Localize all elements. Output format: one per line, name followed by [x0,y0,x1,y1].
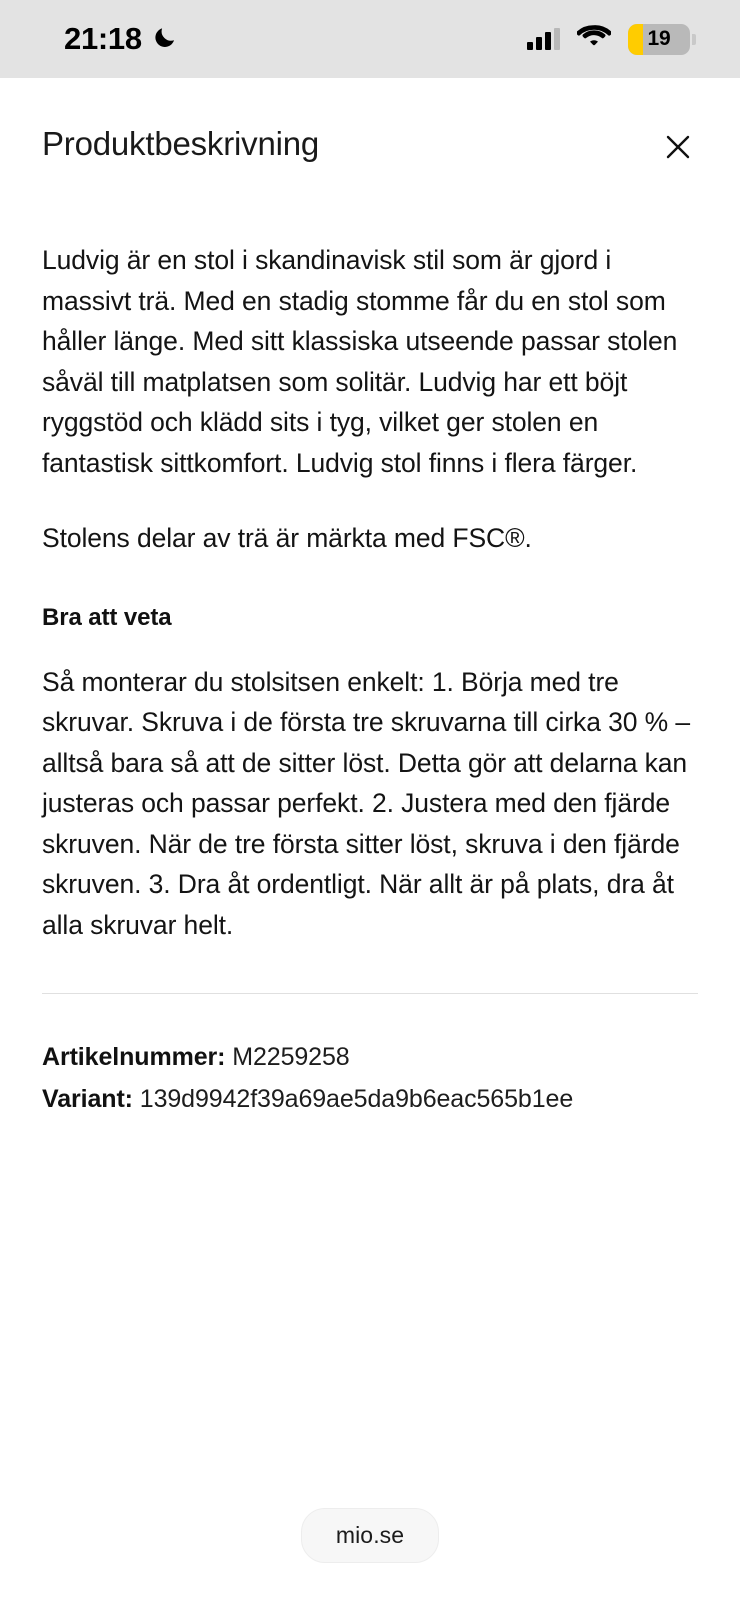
article-number-label: Artikelnummer: [42,1043,226,1071]
battery-cap [692,34,696,45]
status-time: 21:18 [64,21,142,56]
close-icon [663,132,693,165]
moon-icon [153,24,179,55]
status-bar-left [64,21,179,57]
close-button[interactable] [656,126,700,170]
battery-indicator [628,24,696,55]
page-title: Produktbeskrivning [42,125,320,162]
product-meta [42,1036,698,1120]
variant-label: Variant: [42,1085,133,1113]
good-to-know-heading: Bra att veta [42,603,172,631]
assembly-instructions-paragraph: Så monterar du stolsitsen enkelt: 1. Börja med tre skruvar. Skruva i de första tre skruvarna till cirka 30 % – alltså bara så att de sitter löst. Detta gör att delarna kan justeras och passar perfekt. 2. Justera med den fjärde skruven. När de tre första sitter löst, skruva i den fjärde skruven. 3. Dra åt ordentligt. När allt är på plats, dra åt alla skruvar helt. [42,666,691,940]
battery-body [628,24,690,55]
cellular-signal-icon [527,28,560,50]
variant-value: 139d9942f39a69ae5da9b6eac565b1ee [139,1085,574,1113]
domain-pill[interactable]: mio.se [301,1508,439,1563]
article-number-row [42,1036,698,1078]
fsc-paragraph: Stolens delar av trä är märkta med FSC®. [42,523,532,553]
intro-paragraph: Ludvig är en stol i skandinavisk stil som är gjord i massivt trä. Med en stadig stomme får du en stol som håller länge. Med sitt klassiska utseende passar stolen såväl till matplatsen som solitär. Ludvig har ett böjt ryggstöd och klädd sits i tyg, vilket ger stolen en fantastisk sittkomfort. Ludvig stol finns i flera färger. [42,245,678,478]
browser-bottom-bar [0,1470,740,1600]
status-bar [0,0,740,78]
wifi-icon [577,24,611,54]
section-divider [42,993,698,994]
status-bar-right [527,24,696,55]
variant-row [42,1078,698,1120]
battery-level: 19 [647,27,671,50]
sheet-header [0,78,740,170]
description-content [0,170,740,1470]
article-number-value: M2259258 [232,1043,350,1071]
